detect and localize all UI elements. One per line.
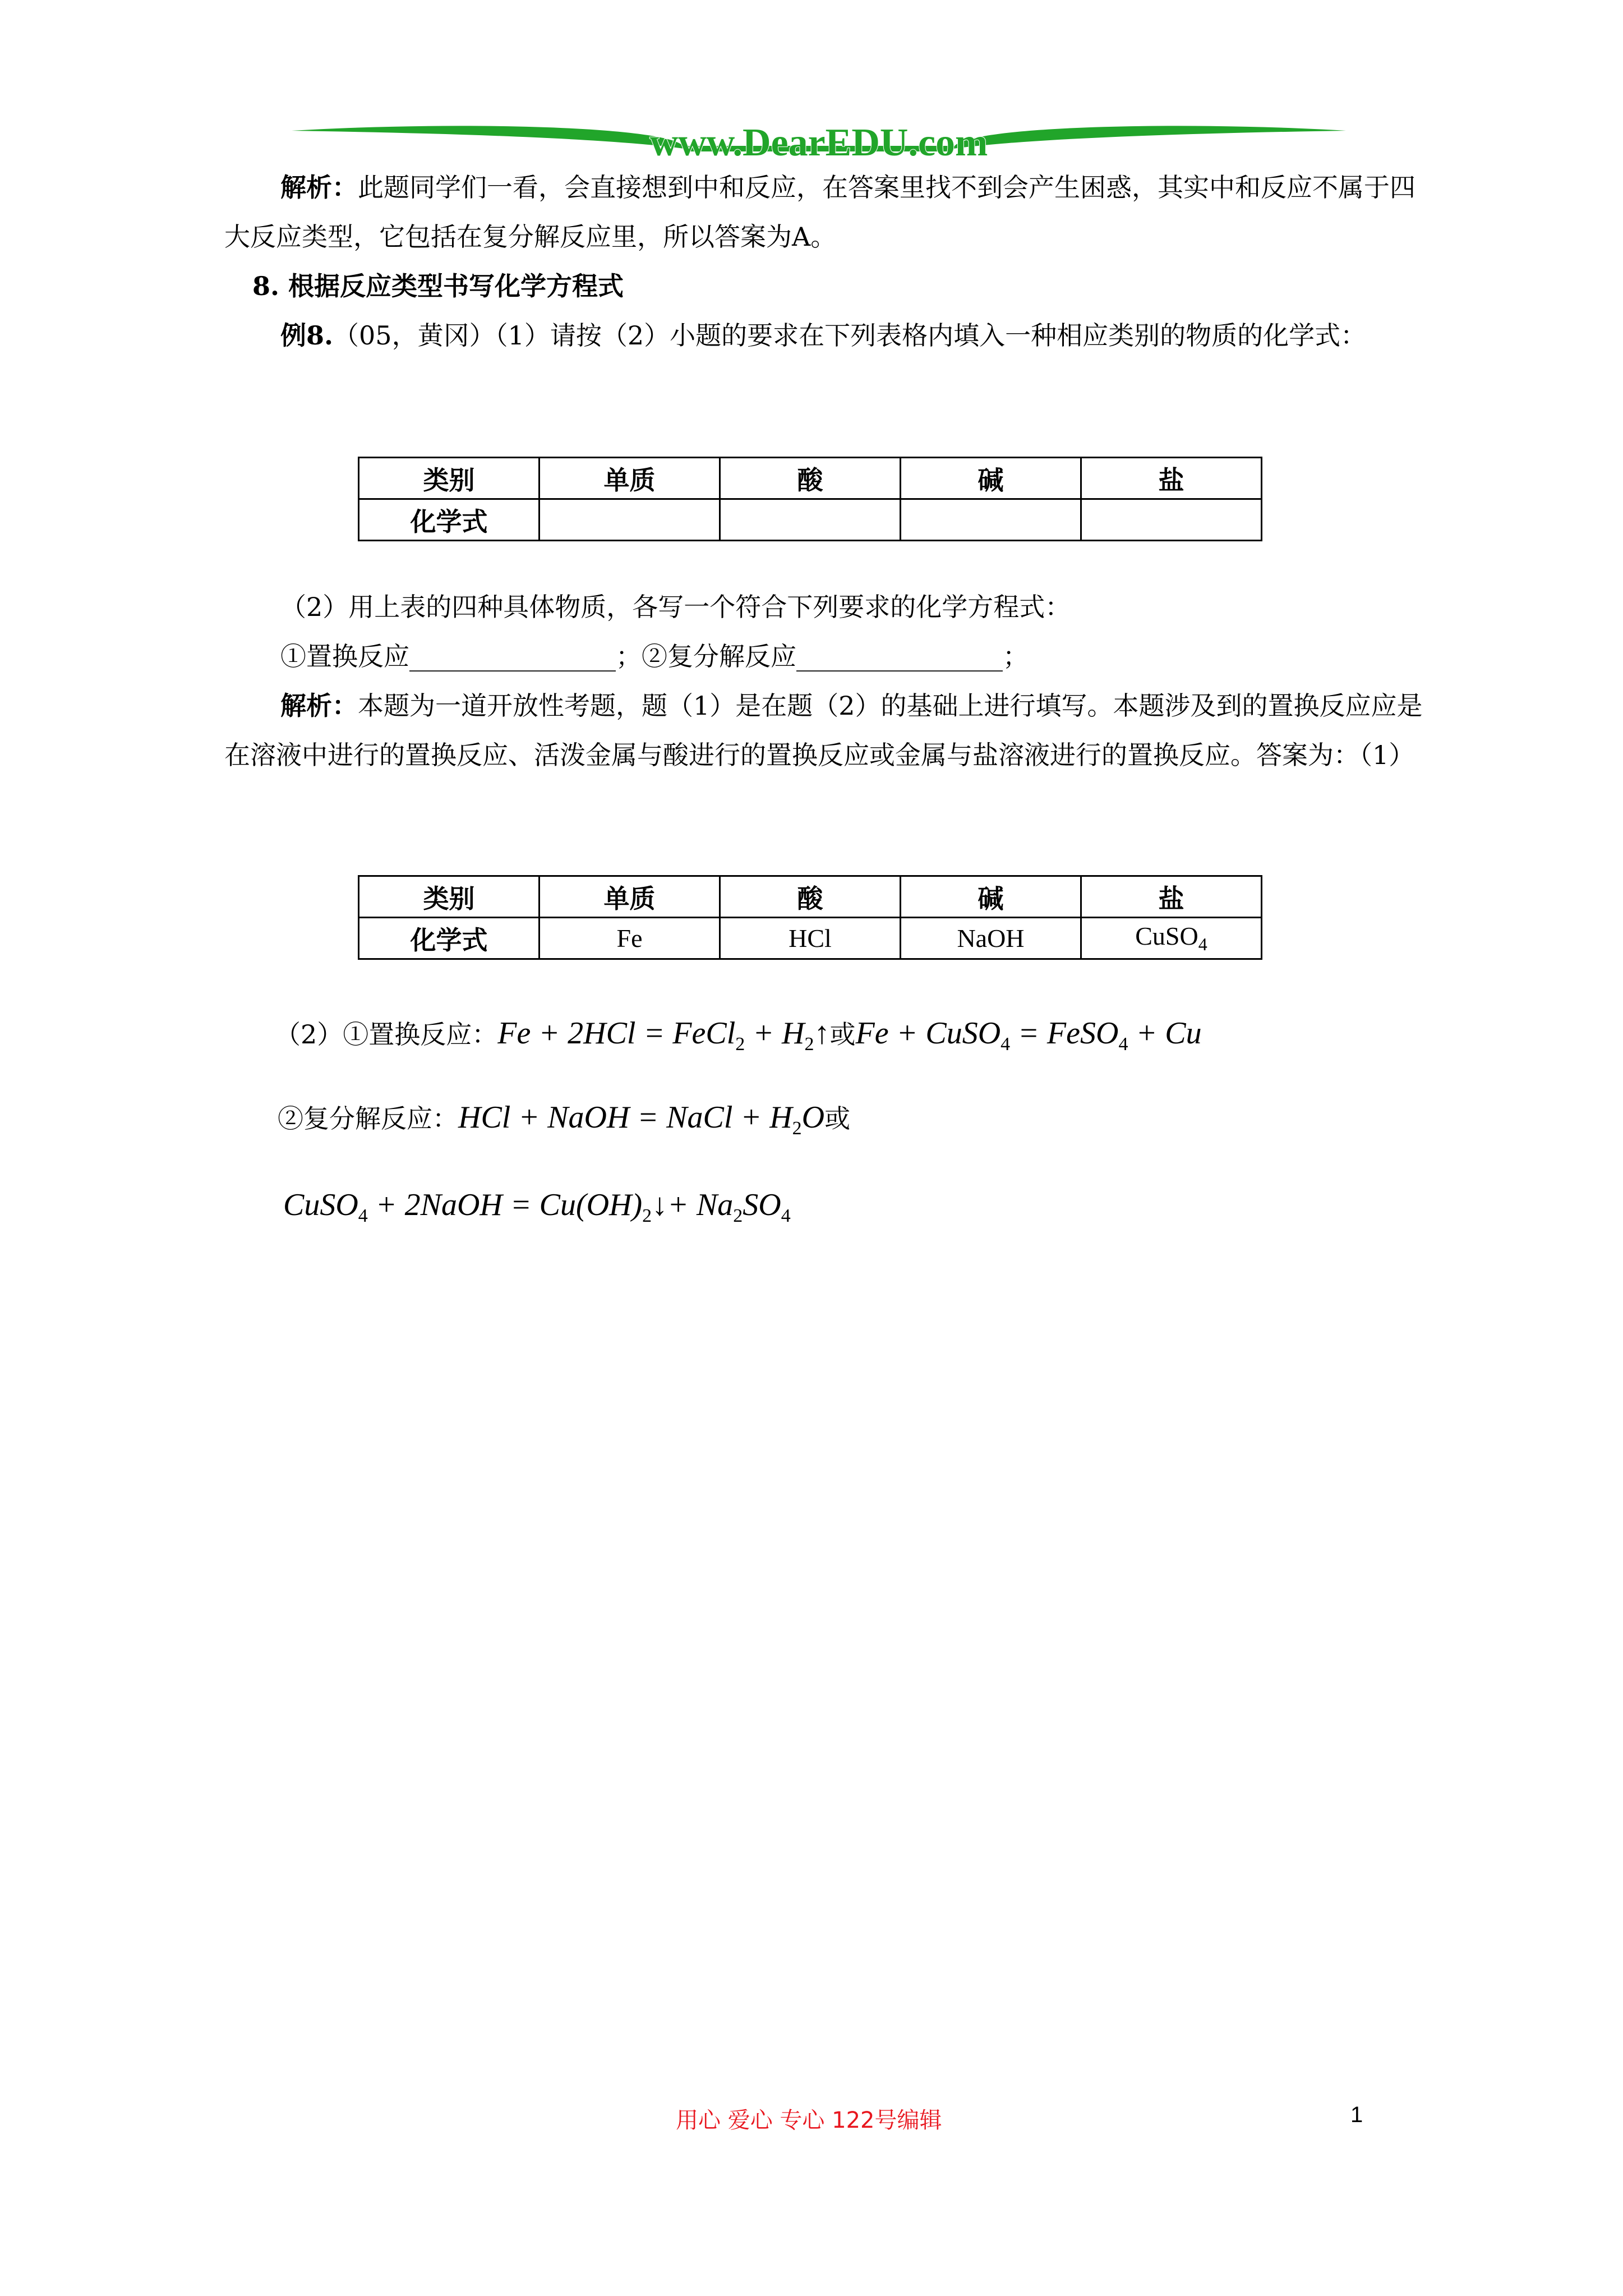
table-row-label: 化学式 [359,499,540,541]
answer-table [358,875,1262,960]
double-decomposition-label: ②复分解反应： [278,1103,458,1134]
table-cell: NaOH [901,918,1081,959]
table-header-cell: 碱 [901,458,1081,499]
section-heading: 8. 根据反应类型书写化学方程式 [252,271,624,301]
blank-table [358,457,1262,541]
table-cell [1081,499,1262,541]
table-row [359,458,1262,499]
table-row [359,918,1262,959]
table-header-cell: 单质 [540,876,720,918]
displacement-equation: （2）①置换反应：Fe + 2HCl = FeCl$_2$ + $H_2↑$或Fe + CuSO$_4$ = FeSO$_4$ + Cu [275,1016,1202,1055]
table-header-cell: 单质 [540,458,720,499]
question-2-blanks: ①置换反应________________；②复分解反应________________； [280,641,1029,671]
table-cell: Fe [540,918,720,959]
table-header-cell: 碱 [901,876,1081,918]
displacement-label: （2）①置换反应： [275,1019,498,1050]
analysis-label: 解析： [280,172,358,203]
analysis-text: 本题为一道开放性考题，题（1）是在题（2）的基础上进行填写。本题涉及到的置换反应应是在溶液中进行的置换反应、活泼金属与酸进行的置换反应或金属与盐溶液进行的置换反应。答案为：（1） [224,691,1423,770]
table-header-cell: 酸 [720,876,901,918]
analysis-label: 解析： [280,691,358,721]
table-header-cell: 盐 [1081,876,1262,918]
footer-credit: 用心 爱心 专心 122号编辑 [676,2108,942,2133]
analysis-text: 此题同学们一看，会直接想到中和反应，在答案里找不到会产生困惑，其实中和反应不属于四大反应类型，它包括在复分解反应里，所以答案为A。 [224,172,1415,252]
analysis-paragraph-2 [224,681,1430,780]
table-cell [901,499,1081,541]
table-cell [720,499,901,541]
table-cell: HCl [720,918,901,959]
page-number: 1 [1350,2102,1363,2127]
double-decomposition-equation-2: CuSO$_4$ + 2NaOH = $Cu(OH)_2↓+ Na_2SO_4$ [283,1188,791,1227]
table-header-cell: 类别 [359,876,540,918]
table-header-cell: 盐 [1081,458,1262,499]
or-word: 或 [829,1019,856,1050]
table-header-cell: 类别 [359,458,540,499]
example-paragraph [224,311,1430,360]
table-cell: CuSO$_4$ [1081,918,1262,959]
double-decomposition-equation: ②复分解反应：HCl + NaOH = NaCl + $H_2O$或 [278,1100,851,1139]
table-row [359,876,1262,918]
site-logo-text: www.DearEDU.com [649,121,988,164]
table-row-label: 化学式 [359,918,540,959]
table-cell [540,499,720,541]
example-label: 例8. [280,320,334,351]
question-2-intro: （2）用上表的四种具体物质，各写一个符合下列要求的化学方程式： [280,592,1071,622]
analysis-paragraph-1 [224,163,1430,261]
example-text: （05，黄冈）（1）请按（2）小题的要求在下列表格内填入一种相应类别的物质的化学式： [333,320,1367,351]
table-header-cell: 酸 [720,458,901,499]
table-row [359,499,1262,541]
question-2 [224,582,1430,681]
or-word: 或 [824,1103,851,1134]
